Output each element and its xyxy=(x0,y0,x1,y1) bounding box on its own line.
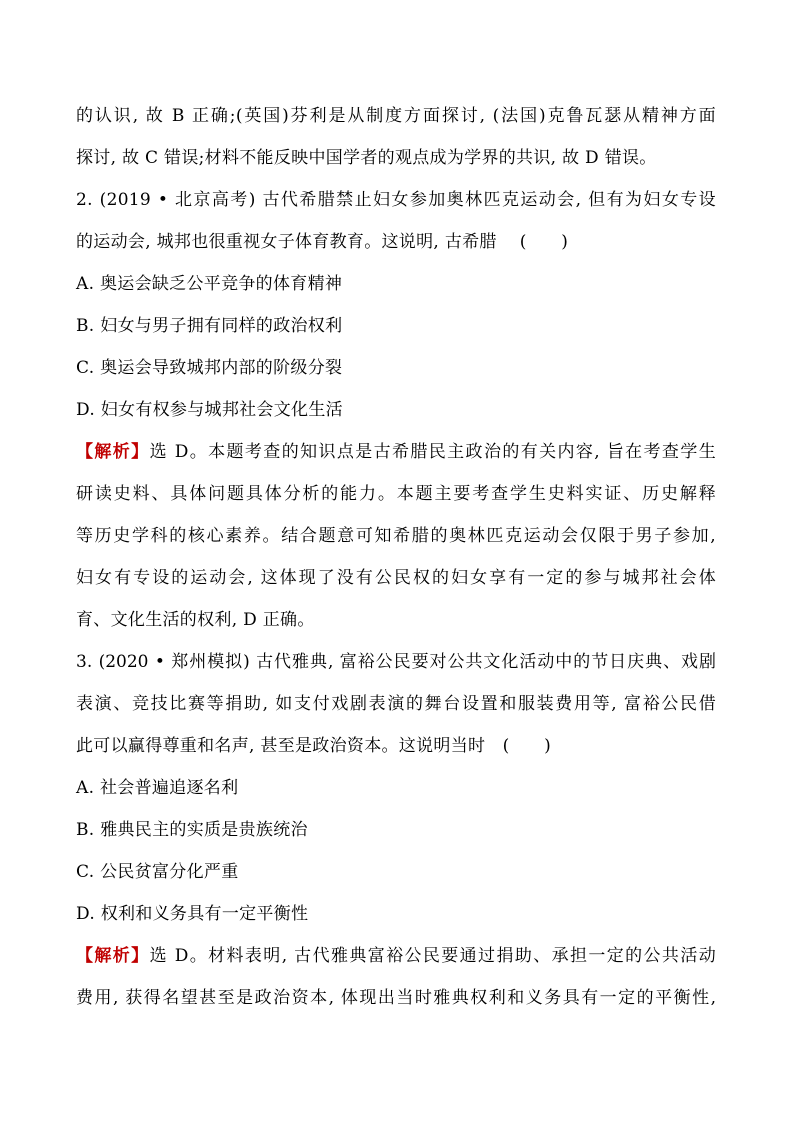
question-3-option-c: C. 公民贫富分化严重 xyxy=(76,862,239,882)
question-3-stem: 3. (2020 • 郑州模拟) 古代雅典, 富裕公民要对公共文化活动中的节日庆典、戏剧 xyxy=(76,652,716,672)
text-line: 探讨, 故 C 错误;材料不能反映中国学者的观点成为学界的共识, 故 D 错误。 xyxy=(76,148,657,168)
question-3-option-a: A. 社会普遍追逐名利 xyxy=(76,778,239,798)
question-2-option-a: A. 奥运会缺乏公平竞争的体育精神 xyxy=(76,274,343,294)
question-2-stem: 的运动会, 城邦也很重视女子体育教育。这说明, 古希腊 ( ) xyxy=(76,232,569,252)
question-3-option-d: D. 权利和义务具有一定平衡性 xyxy=(76,904,309,924)
analysis-text: 选 D。材料表明, 古代雅典富裕公民要通过捐助、承担一定的公共活动 xyxy=(149,946,717,966)
question-2-stem: 2. (2019 • 北京高考) 古代希腊禁止妇女参加奥林匹克运动会, 但有为妇女专设 xyxy=(76,190,716,210)
question-3-option-b: B. 雅典民主的实质是贵族统治 xyxy=(76,820,308,840)
question-2-option-c: C. 奥运会导致城邦内部的阶级分裂 xyxy=(76,358,343,378)
question-2-option-d: D. 妇女有权参与城邦社会文化生活 xyxy=(76,400,343,420)
text-line: 的认识, 故 B 正确;(英国)芬利是从制度方面探讨, (法国)克鲁瓦瑟从精神方面 xyxy=(76,106,716,126)
analysis-tag: 【解析】 xyxy=(76,442,150,462)
question-2-analysis xyxy=(76,440,716,464)
analysis-text: 选 D。本题考查的知识点是古希腊民主政治的有关内容, 旨在考查学生 xyxy=(149,442,717,462)
question-3-stem: 表演、竞技比赛等捐助, 如支付戏剧表演的舞台设置和服装费用等, 富裕公民借 xyxy=(76,694,716,714)
question-3-stem: 此可以赢得尊重和名声, 甚至是政治资本。这说明当时 ( ) xyxy=(76,736,552,756)
analysis-text: 等历史学科的核心素养。结合题意可知希腊的奥林匹克运动会仅限于男子参加, xyxy=(76,526,716,546)
question-2-option-b: B. 妇女与男子拥有同样的政治权利 xyxy=(76,316,343,336)
analysis-text: 妇女有专设的运动会, 这体现了没有公民权的妇女享有一定的参与城邦社会体 xyxy=(76,568,716,588)
analysis-tag: 【解析】 xyxy=(76,946,150,966)
analysis-text: 研读史料、具体问题具体分析的能力。本题主要考查学生史料实证、历史解释 xyxy=(76,484,716,504)
analysis-text: 育、文化生活的权利, D 正确。 xyxy=(76,610,315,630)
analysis-text: 费用, 获得名望甚至是政治资本, 体现出当时雅典权利和义务具有一定的平衡性, xyxy=(76,988,716,1008)
question-3-analysis xyxy=(76,944,716,968)
